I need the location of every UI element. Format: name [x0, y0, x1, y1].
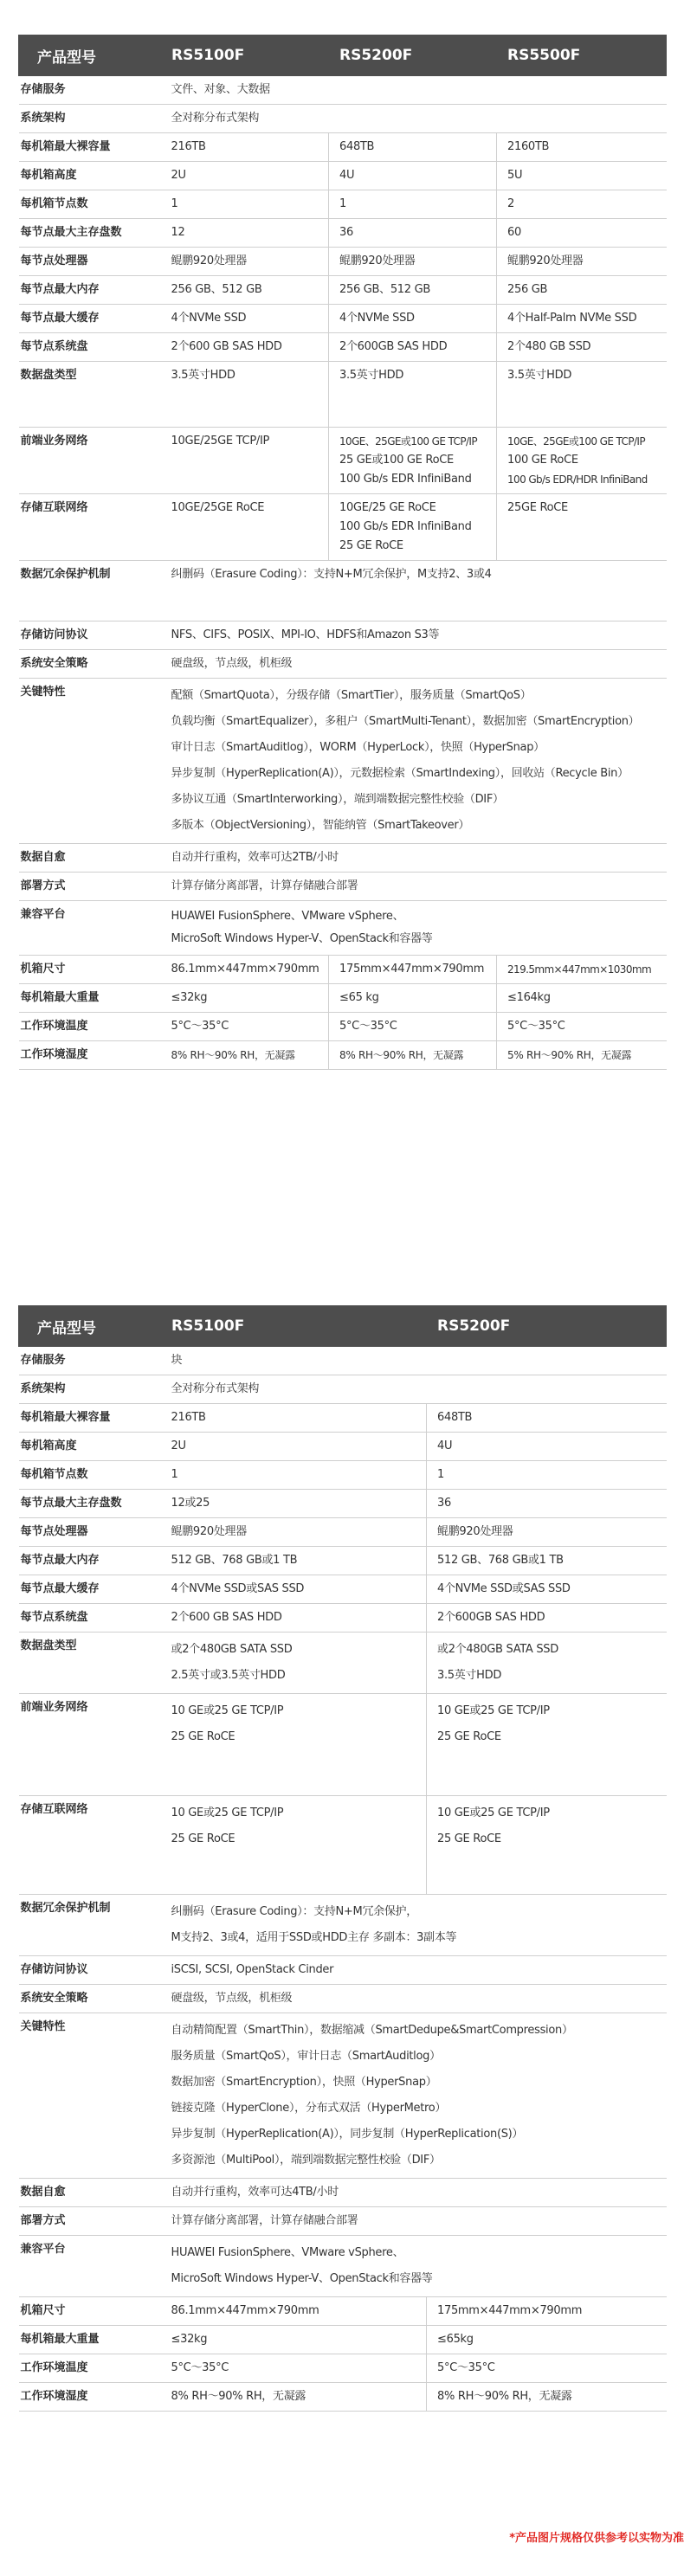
row-label: 系统架构 — [19, 1375, 161, 1404]
row-data-disk — [19, 1633, 667, 1694]
row-label: 存储访问协议 — [19, 1956, 161, 1985]
cell-value: 512 GB、768 GB或1 TB — [161, 1547, 427, 1575]
row-label: 每节点最大内存 — [19, 1547, 161, 1575]
row-data-disk — [19, 362, 667, 428]
row-label: 工作环境温度 — [19, 1013, 161, 1041]
cell-line: 10 GE或25 GE TCP/IP — [171, 1704, 284, 1717]
row-label: 每节点系统盘 — [19, 1604, 161, 1633]
feature-line: 链接克隆（HyperClone），分布式双活（HyperMetro） — [171, 2102, 447, 2115]
feature-line: 多资源池（MultiPool），端到端数据完整性校验（DIF） — [171, 2154, 441, 2167]
row-label: 兼容平台 — [19, 2236, 161, 2297]
cell-value — [329, 428, 497, 494]
header-rs5200f: RS5200F — [427, 1305, 667, 1347]
row-label: 前端业务网络 — [19, 1694, 161, 1796]
row-deployment — [19, 873, 667, 901]
row-interconnect-network — [19, 1796, 667, 1895]
row-label: 每节点最大主存盘数 — [19, 219, 161, 248]
feature-line: 配额（SmartQuota），分级存储（SmartTier），服务质量（SmartQoS） — [171, 689, 532, 702]
feature-line: 多协议互通（SmartInterworking），端到端数据完整性校验（DIF） — [171, 793, 504, 806]
cell-value: 5°C～35°C — [497, 1013, 667, 1041]
row-label: 机箱尺寸 — [19, 2297, 161, 2326]
cell-value — [329, 494, 497, 561]
row-humidity — [19, 2383, 667, 2412]
row-label: 工作环境湿度 — [19, 2383, 161, 2412]
row-system-disk — [19, 1604, 667, 1633]
cell-value — [497, 428, 667, 494]
cell-line: 10 GE或25 GE TCP/IP — [171, 1806, 284, 1819]
cell-value — [427, 1694, 667, 1796]
row-label: 每节点最大内存 — [19, 276, 161, 305]
header-product-model: 产品型号 — [19, 1305, 161, 1347]
cell-value: 5% RH～90% RH，无凝露 — [497, 1041, 667, 1070]
row-label: 每机箱最大重量 — [19, 984, 161, 1013]
row-self-healing — [19, 2179, 667, 2207]
row-protocols — [19, 621, 667, 650]
row-label: 每节点处理器 — [19, 1518, 161, 1547]
cell-line: 25 GE RoCE — [437, 1730, 501, 1743]
feature-line: 数据加密（SmartEncryption），快照（HyperSnap） — [171, 2076, 437, 2089]
cell-value: 硬盘级，节点级，机柜级 — [161, 650, 667, 679]
cell-value: 2个600 GB SAS HDD — [161, 333, 329, 362]
cell-value: 自动并行重构，效率可达4TB/小时 — [161, 2179, 667, 2207]
row-label: 每机箱最大裸容量 — [19, 1404, 161, 1433]
row-interconnect-network — [19, 494, 667, 561]
cell-value: 219.5mm×447mm×1030mm — [497, 956, 667, 984]
row-storage-service — [19, 1347, 667, 1375]
cell-line: 25 GE RoCE — [339, 539, 403, 552]
cell-line: 25 GE RoCE — [171, 1832, 236, 1845]
row-label: 部署方式 — [19, 873, 161, 901]
row-frontend-network — [19, 1694, 667, 1796]
row-height — [19, 162, 667, 190]
feature-line: 服务质量（SmartQoS），审计日志（SmartAuditlog） — [171, 2050, 441, 2063]
cell-value: 3.5英寸HDD — [329, 362, 497, 428]
cell-line: MicroSoft Windows Hyper-V、OpenStack和容器等 — [171, 932, 433, 945]
cell-value: 3.5英寸HDD — [497, 362, 667, 428]
cell-value: 2U — [161, 162, 329, 190]
row-self-healing — [19, 844, 667, 873]
cell-value: 4个NVMe SSD或SAS SSD — [161, 1575, 427, 1604]
cell-value: 4个NVMe SSD — [329, 305, 497, 333]
cell-value: 2 — [497, 190, 667, 219]
cell-value: 5°C～35°C — [161, 2354, 427, 2383]
cell-value: 86.1mm×447mm×790mm — [161, 2297, 427, 2326]
row-compat-platform — [19, 2236, 667, 2297]
cell-value: 60 — [497, 219, 667, 248]
table-header-row — [19, 1305, 667, 1347]
row-cache — [19, 1575, 667, 1604]
cell-line: 或2个480GB SATA SSD — [171, 1643, 293, 1656]
cell-value: 4U — [329, 162, 497, 190]
cell-value: 2个600 GB SAS HDD — [161, 1604, 427, 1633]
cell-value: 文件、对象、大数据 — [161, 76, 667, 105]
feature-line: 异步复制（HyperReplication(A)），元数据检索（SmartIndexing），回收站（Recycle Bin） — [171, 767, 629, 780]
row-label: 数据冗余保护机制 — [19, 561, 161, 621]
cell-value — [161, 2236, 667, 2297]
cell-line: 3.5英寸HDD — [437, 1669, 502, 1682]
cell-value: 25GE RoCE — [497, 494, 667, 561]
row-cache — [19, 305, 667, 333]
cell-value: 256 GB — [497, 276, 667, 305]
row-disks — [19, 219, 667, 248]
cell-line: 10GE、25GE或100 GE TCP/IP — [507, 435, 645, 448]
row-label: 关键特性 — [19, 679, 161, 844]
cell-value: ≤65kg — [427, 2326, 667, 2354]
cell-value: 4U — [427, 1433, 667, 1461]
cell-value — [427, 1633, 667, 1694]
cell-value: 256 GB、512 GB — [329, 276, 497, 305]
cell-value — [161, 1895, 667, 1956]
row-cpu — [19, 1518, 667, 1547]
row-label: 每节点处理器 — [19, 248, 161, 276]
cell-value: 1 — [161, 190, 329, 219]
row-label: 系统安全策略 — [19, 650, 161, 679]
cell-value: 2个600GB SAS HDD — [427, 1604, 667, 1633]
cell-value: 216TB — [161, 1404, 427, 1433]
cell-line: 10 GE或25 GE TCP/IP — [437, 1704, 550, 1717]
row-label: 存储互联网络 — [19, 1796, 161, 1895]
row-label: 存储访问协议 — [19, 621, 161, 650]
row-chassis-size — [19, 956, 667, 984]
cell-value: 计算存储分离部署，计算存储融合部署 — [161, 2207, 667, 2236]
cell-line: 纠删码（Erasure Coding）：支持N+M冗余保护， — [171, 1905, 417, 1918]
row-frontend-network — [19, 428, 667, 494]
row-label: 每节点最大主存盘数 — [19, 1490, 161, 1518]
row-humidity — [19, 1041, 667, 1070]
row-nodes — [19, 190, 667, 219]
cell-value: 4个NVMe SSD或SAS SSD — [427, 1575, 667, 1604]
row-deployment — [19, 2207, 667, 2236]
feature-line: 多版本（ObjectVersioning），智能纳管（SmartTakeover） — [171, 819, 470, 832]
row-weight — [19, 984, 667, 1013]
row-label: 存储服务 — [19, 1347, 161, 1375]
row-label: 系统架构 — [19, 105, 161, 133]
cell-value: 5°C～35°C — [329, 1013, 497, 1041]
header-rs5100f: RS5100F — [161, 35, 329, 76]
cell-value: ≤65 kg — [329, 984, 497, 1013]
row-label: 每节点最大缓存 — [19, 305, 161, 333]
header-product-model: 产品型号 — [19, 35, 161, 76]
cell-value: 鲲鹏920处理器 — [161, 1518, 427, 1547]
row-architecture — [19, 105, 667, 133]
cell-value: 鲲鹏920处理器 — [329, 248, 497, 276]
cell-value: 10GE/25GE TCP/IP — [161, 428, 329, 494]
row-nodes — [19, 1461, 667, 1490]
cell-line: MicroSoft Windows Hyper-V、OpenStack和容器等 — [171, 2272, 433, 2285]
cell-value: iSCSI, SCSI, OpenStack Cinder — [161, 1956, 667, 1985]
cell-value: 全对称分布式架构 — [161, 1375, 667, 1404]
row-label: 每节点系统盘 — [19, 333, 161, 362]
header-rs5500f: RS5500F — [497, 35, 667, 76]
cell-value: 3.5英寸HDD — [161, 362, 329, 428]
row-label: 每机箱高度 — [19, 1433, 161, 1461]
cell-value: 纠删码（Erasure Coding）：支持N+M冗余保护，M支持2、3或4 — [161, 561, 667, 621]
cell-value: 1 — [161, 1461, 427, 1490]
cell-value: 鲲鹏920处理器 — [497, 248, 667, 276]
cell-value: 8% RH～90% RH，无凝露 — [161, 2383, 427, 2412]
disclaimer-note: *产品图片规格仅供参考以实物为准 — [509, 2532, 684, 2545]
row-system-disk — [19, 333, 667, 362]
cell-value: 36 — [329, 219, 497, 248]
cell-line: 100 GE RoCE — [507, 454, 578, 467]
cell-value: 4个NVMe SSD — [161, 305, 329, 333]
cell-line: HUAWEI FusionSphere、VMware vSphere、 — [171, 910, 404, 923]
row-key-features — [19, 2013, 667, 2179]
feature-line: 审计日志（SmartAuditlog），WORM（HyperLock），快照（HyperSnap） — [171, 741, 545, 754]
cell-value: 2个480 GB SSD — [497, 333, 667, 362]
row-chassis-size — [19, 2297, 667, 2326]
cell-value: ≤32kg — [161, 984, 329, 1013]
cell-value: 256 GB、512 GB — [161, 276, 329, 305]
cell-value: 175mm×447mm×790mm — [329, 956, 497, 984]
row-label: 数据盘类型 — [19, 362, 161, 428]
row-label: 存储服务 — [19, 76, 161, 105]
cell-value — [161, 1694, 427, 1796]
row-label: 兼容平台 — [19, 901, 161, 956]
cell-line: 100 Gb/s EDR InfiniBand — [339, 520, 472, 533]
row-temperature — [19, 2354, 667, 2383]
cell-value: ≤32kg — [161, 2326, 427, 2354]
cell-value: 648TB — [329, 133, 497, 162]
cell-value: 2个600GB SAS HDD — [329, 333, 497, 362]
cell-value: 鲲鹏920处理器 — [427, 1518, 667, 1547]
feature-line: 异步复制（HyperReplication(A)），同步复制（HyperReplication(S)） — [171, 2128, 524, 2141]
cell-value — [161, 1633, 427, 1694]
row-key-features — [19, 679, 667, 844]
row-label: 数据冗余保护机制 — [19, 1895, 161, 1956]
row-memory — [19, 1547, 667, 1575]
row-label: 机箱尺寸 — [19, 956, 161, 984]
row-architecture — [19, 1375, 667, 1404]
row-temperature — [19, 1013, 667, 1041]
cell-value — [161, 901, 667, 956]
cell-value: 512 GB、768 GB或1 TB — [427, 1547, 667, 1575]
row-raw-capacity — [19, 1404, 667, 1433]
row-weight — [19, 2326, 667, 2354]
row-height — [19, 1433, 667, 1461]
feature-line: 自动精简配置（SmartThin），数据缩减（SmartDedupe&SmartCompression） — [171, 2024, 573, 2037]
row-label: 数据盘类型 — [19, 1633, 161, 1694]
row-label: 每机箱节点数 — [19, 190, 161, 219]
cell-line: 10 GE或25 GE TCP/IP — [437, 1806, 550, 1819]
cell-value: 648TB — [427, 1404, 667, 1433]
cell-value: 自动并行重构，效率可达2TB/小时 — [161, 844, 667, 873]
row-label: 数据自愈 — [19, 2179, 161, 2207]
row-memory — [19, 276, 667, 305]
cell-value: 鲲鹏920处理器 — [161, 248, 329, 276]
row-redundancy — [19, 1895, 667, 1956]
spec-table-block — [18, 1305, 667, 2412]
row-raw-capacity — [19, 133, 667, 162]
cell-value: 5°C～35°C — [427, 2354, 667, 2383]
row-label: 每机箱节点数 — [19, 1461, 161, 1490]
cell-line: 2.5英寸或3.5英寸HDD — [171, 1669, 286, 1682]
table-header-row — [19, 35, 667, 76]
cell-value: 175mm×447mm×790mm — [427, 2297, 667, 2326]
row-label: 存储互联网络 — [19, 494, 161, 561]
cell-value — [427, 1796, 667, 1895]
cell-line: 25 GE RoCE — [437, 1832, 501, 1845]
cell-line: 10GE、25GE或100 GE TCP/IP — [339, 435, 477, 448]
row-storage-service — [19, 76, 667, 105]
row-label: 关键特性 — [19, 2013, 161, 2179]
cell-value: 2U — [161, 1433, 427, 1461]
cell-value: 硬盘级，节点级，机柜级 — [161, 1985, 667, 2013]
cell-value: 全对称分布式架构 — [161, 105, 667, 133]
cell-value — [161, 2013, 667, 2179]
row-label: 工作环境温度 — [19, 2354, 161, 2383]
cell-value: 块 — [161, 1347, 667, 1375]
cell-value: 4个Half-Palm NVMe SSD — [497, 305, 667, 333]
row-security — [19, 1985, 667, 2013]
row-label: 工作环境湿度 — [19, 1041, 161, 1070]
cell-line: 25 GE或100 GE RoCE — [339, 454, 454, 467]
cell-value: 86.1mm×447mm×790mm — [161, 956, 329, 984]
cell-value: 12或25 — [161, 1490, 427, 1518]
cell-value: 8% RH～90% RH，无凝露 — [329, 1041, 497, 1070]
cell-value — [161, 679, 667, 844]
row-redundancy — [19, 561, 667, 621]
cell-value: 12 — [161, 219, 329, 248]
row-cpu — [19, 248, 667, 276]
cell-value: 10GE/25GE RoCE — [161, 494, 329, 561]
header-rs5200f: RS5200F — [329, 35, 497, 76]
cell-line: 或2个480GB SATA SSD — [437, 1643, 558, 1656]
cell-value: 2160TB — [497, 133, 667, 162]
cell-value: NFS、CIFS、POSIX、MPI-IO、HDFS和Amazon S3等 — [161, 621, 667, 650]
row-label: 每机箱最大裸容量 — [19, 133, 161, 162]
row-label: 系统安全策略 — [19, 1985, 161, 2013]
cell-line: 100 Gb/s EDR InfiniBand — [339, 473, 472, 486]
cell-value: 1 — [427, 1461, 667, 1490]
cell-value: 8% RH～90% RH，无凝露 — [161, 1041, 329, 1070]
row-label: 每机箱高度 — [19, 162, 161, 190]
row-label: 前端业务网络 — [19, 428, 161, 494]
spec-table-file-object — [18, 35, 667, 1070]
row-protocols — [19, 1956, 667, 1985]
row-label: 每节点最大缓存 — [19, 1575, 161, 1604]
cell-value — [161, 1796, 427, 1895]
cell-line: 25 GE RoCE — [171, 1730, 236, 1743]
cell-value: 216TB — [161, 133, 329, 162]
row-label: 部署方式 — [19, 2207, 161, 2236]
header-rs5100f: RS5100F — [161, 1305, 427, 1347]
cell-value: 8% RH～90% RH，无凝露 — [427, 2383, 667, 2412]
row-disks — [19, 1490, 667, 1518]
row-label: 每机箱最大重量 — [19, 2326, 161, 2354]
cell-line: HUAWEI FusionSphere、VMware vSphere、 — [171, 2246, 404, 2259]
cell-line: M支持2、3或4，适用于SSD或HDD主存 多副本：3副本等 — [171, 1931, 457, 1944]
cell-value: 5U — [497, 162, 667, 190]
cell-value: 1 — [329, 190, 497, 219]
cell-line: 10GE/25 GE RoCE — [339, 501, 436, 514]
cell-line: 100 Gb/s EDR/HDR InfiniBand — [507, 473, 648, 486]
row-security — [19, 650, 667, 679]
cell-value: 36 — [427, 1490, 667, 1518]
row-compat-platform — [19, 901, 667, 956]
cell-value: ≤164kg — [497, 984, 667, 1013]
feature-line: 负载均衡（SmartEqualizer），多租户（SmartMulti-Tenant），数据加密（SmartEncryption） — [171, 715, 640, 728]
row-label: 数据自愈 — [19, 844, 161, 873]
cell-value: 5°C～35°C — [161, 1013, 329, 1041]
cell-value: 计算存储分离部署，计算存储融合部署 — [161, 873, 667, 901]
